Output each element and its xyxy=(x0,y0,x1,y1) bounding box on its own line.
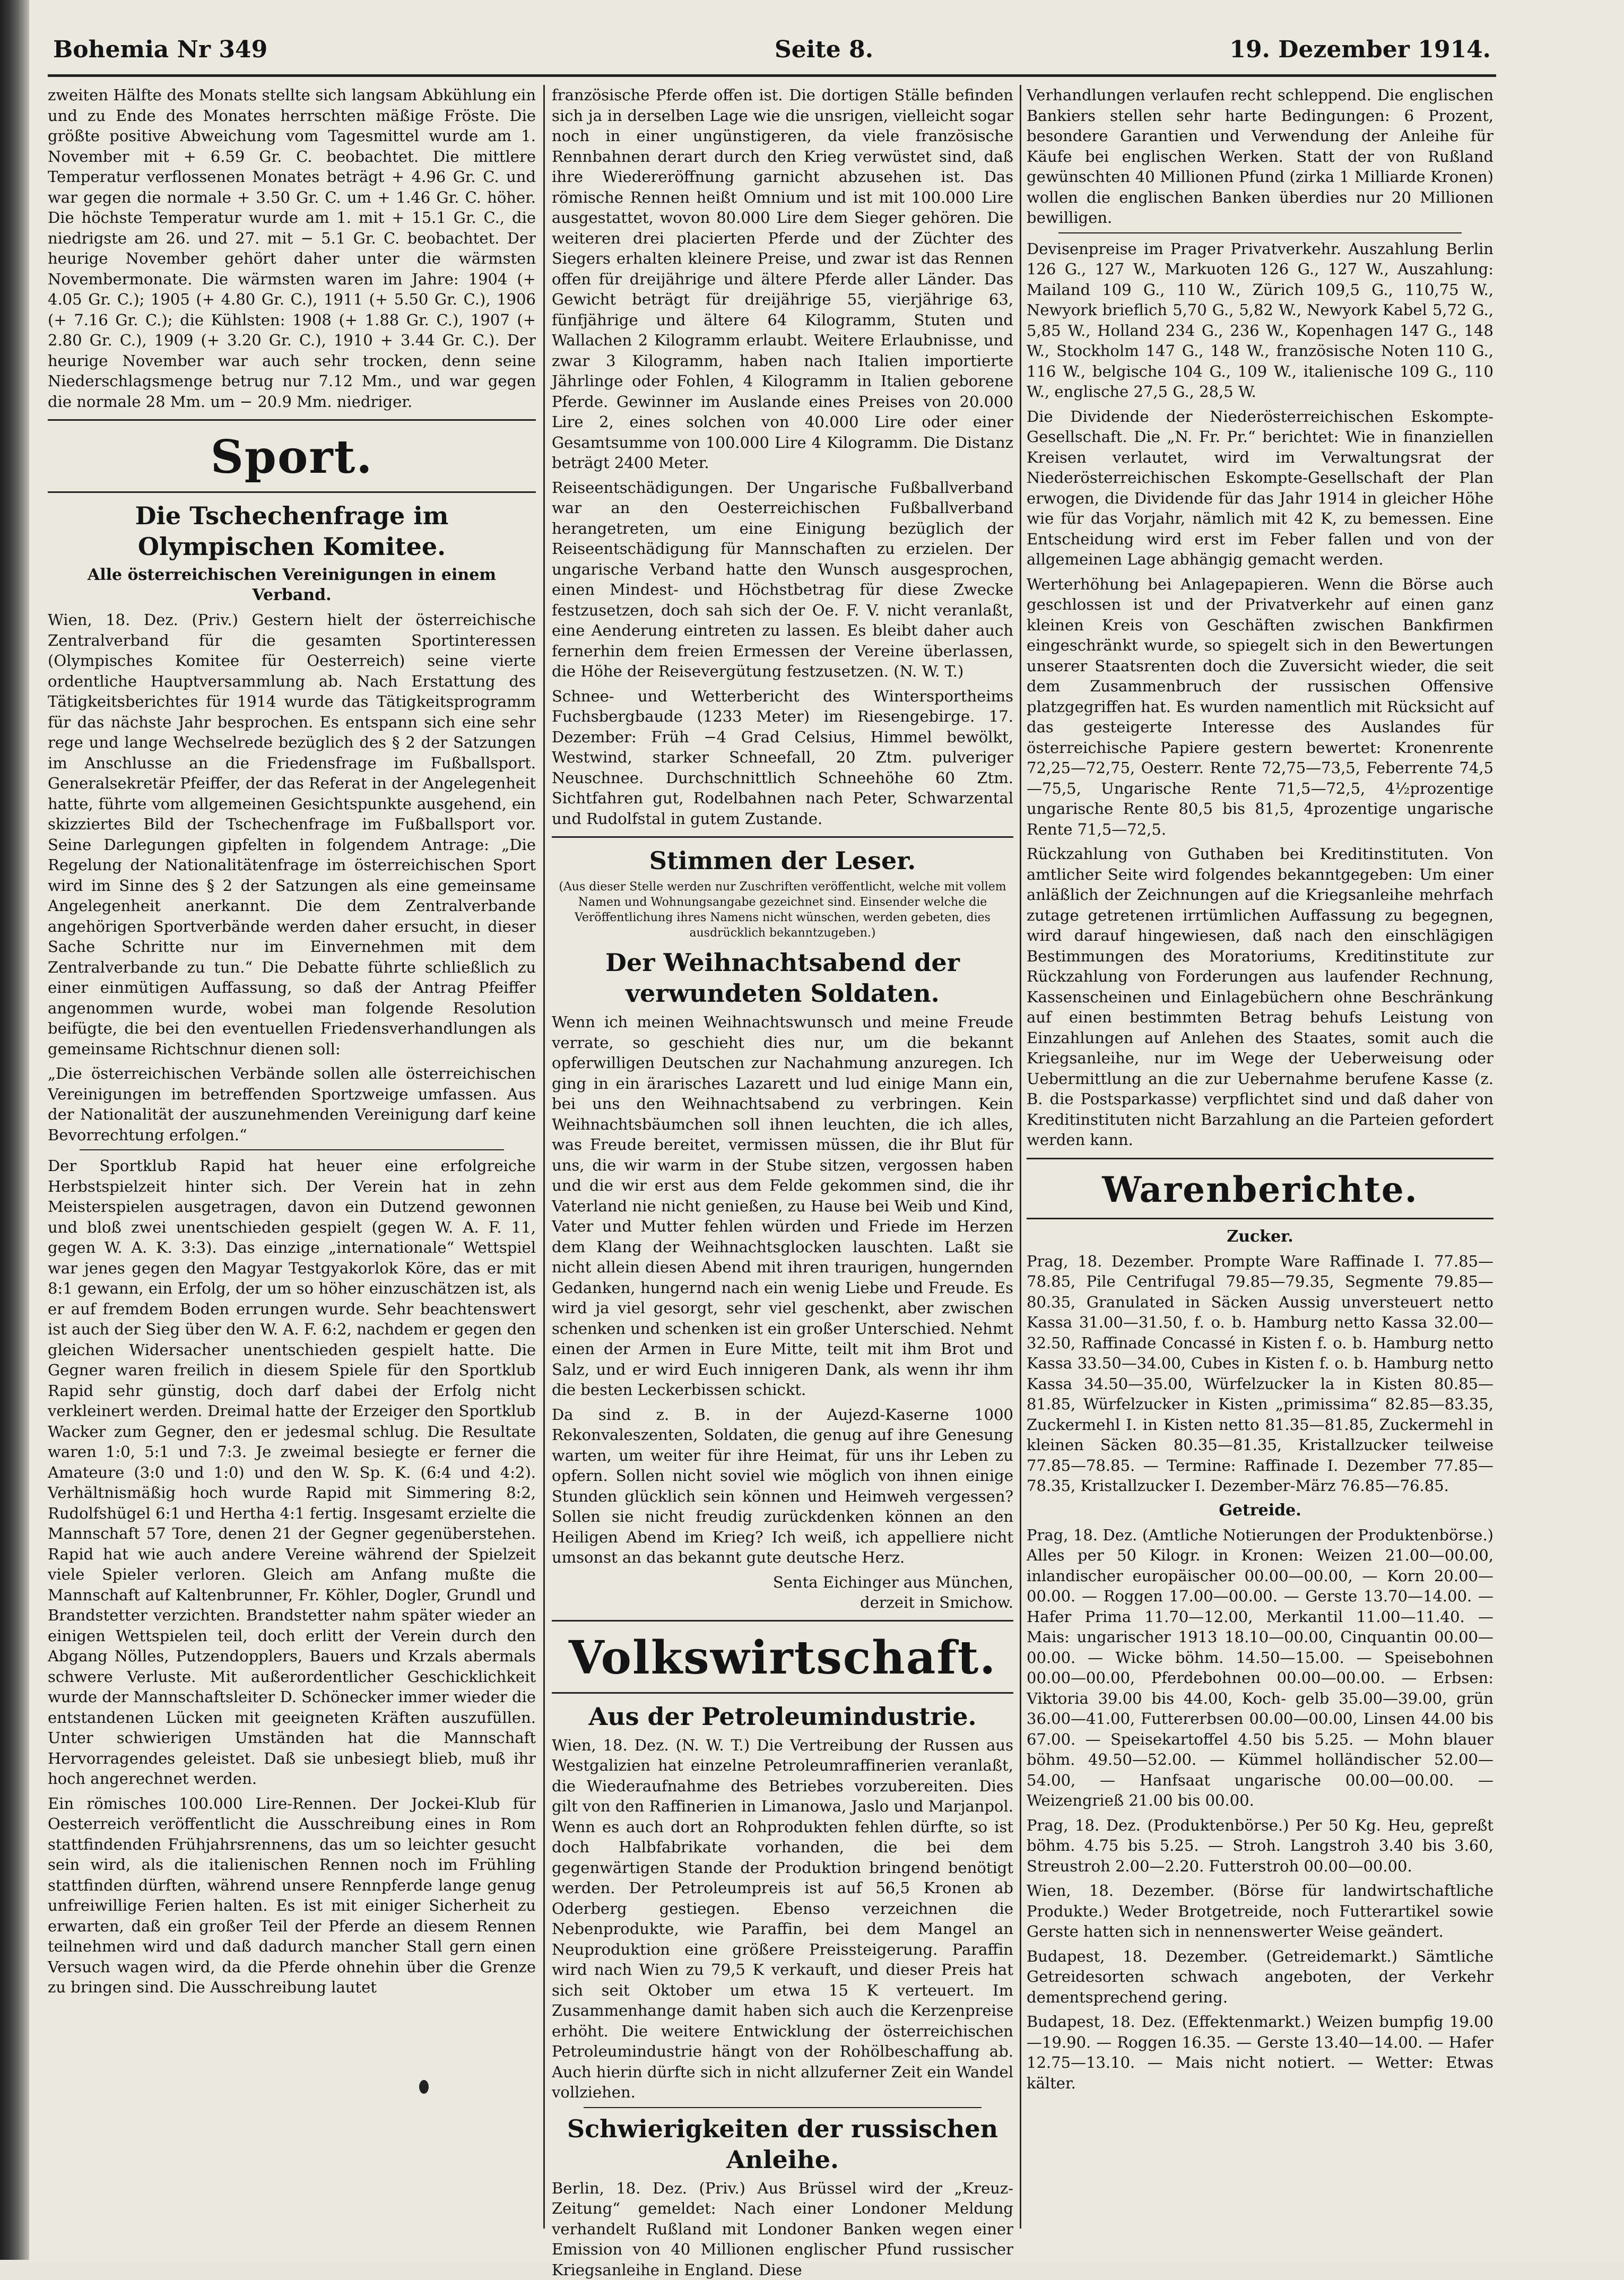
article-title-tschechenfrage: Die Tschechenfrage im Olympischen Komitee. xyxy=(48,500,536,562)
article-body-racing-cont: französische Pferde offen ist. Die dortigen Ställe befinden sich ja in derselben Lage wie die unsrigen, vielleicht sogar noch in einer ungünstigeren, da viele französische Rennbahnen derart durch den Krieg verwüstet sind, daß ihre Wiedereröffnung garnicht abzusehen ist. Das römische Rennen heißt Omnium und ist mit 100.000 Lire ausgestattet, wovon 80.000 Lire dem Sieger gehören. Die weiteren drei placierten Pferde und der Züchter des Siegers erhalten kleinere Preise, und zwar ist das Rennen offen für dreijährige und ältere Pferde aller Länder. Das Gewicht beträgt für dreijährige 55, vierjährige 63, fünfjährige und ältere 64 Kilogramm, Stuten und Wallachen 2 Kilogramm erlaubt. Weitere Erlaubnisse, und zwar 3 Kilogramm, haben nach Italien importierte Jährlinge oder Fohlen, 4 Kilogramm in Italien geborene Pferde. Gewinner im Auslande eines Preises von 20.000 Lire 2, eines solchen von 40.000 Lire oder einer Gesamtsumme von 100.000 Lire 4 Kilogramm. Die Distanz beträgt 2400 Meter. xyxy=(552,85,1013,473)
article-resolution-quote: „Die österreichischen Verbände sollen alle österreichischen Vereinigungen im betreffenden Sportzweige umfassen. Aus der Nationalität der auszunehmenden Vereinigung darf keine Bevorrechtung erfolgen.“ xyxy=(48,1063,536,1145)
market-report-wien: Wien, 18. Dezember. (Börse für landwirtschaftliche Produkte.) Weder Brotgetreide, noch Futterartikel sowie Gerste hatten sich in nennenswerter Weise geändert. xyxy=(1027,1880,1493,1942)
article-body-werterhoehung: Werterhöhung bei Anlagepapieren. Wenn die Börse auch geschlossen ist und der Privatverkehr auf einen ganz kleinen Kreis von Geschäften zwischen Bankfirmen eingeschränkt wurde, so spiegelt sich in den Bewertungen unserer Staatsrenten doch die Zuversicht wieder, die seit dem Zusammenbruch der russischen Offensive platzgegriffen hat. Es wurden namentlich mit Rücksicht auf das gesteigerte Interesse des Auslandes für österreichische Papiere gestern bewertet: Kronenrente 72,25—72,75, Oesterr. Rente 72,75—73,5, Feberrente 74,5—75,5, Ungarische Rente 71,5—72,5, 4½prozentige ungarische Rente 80,5 bis 81,5, 4prozentige ungarische Rente 71,5—72,5. xyxy=(1027,574,1493,840)
article-body-weihnachtsabend-2: Da sind z. B. in der Aujezd-Kaserne 1000 Rekonvaleszenten, Soldaten, die genug auf ihre Genesung warten, um weiter für ihre Heimat, für uns ihr Leben zu opfern. Sollen nicht soviel wie möglich von ihnen einige Stunden glücklich sein können und Heimweh vergessen? Sollen sie nicht freudig zurückdenken können an den Heiligen Abend im Krieg? Ich weiß, ich appelliere nicht umsonst an das bekannt gute deutsche Herz. xyxy=(552,1405,1013,1568)
article-title-petroleum: Aus der Petroleumindustrie. xyxy=(552,1701,1013,1732)
divider xyxy=(584,2107,982,2108)
divider xyxy=(552,1692,1013,1694)
ink-blot xyxy=(419,2080,429,2094)
page-header xyxy=(48,16,1496,77)
market-report-produktenboerse: Prag, 18. Dez. (Produktenbörse.) Per 50 Kg. Heu, gepreßt böhm. 4.75 bis 5.25. — Stroh. Langstroh 3.40 bis 3.60, Streustroh 2.00—2.20. Futterstroh 00.00—00.00. xyxy=(1027,1815,1493,1877)
header-date: 19. Dezember 1914. xyxy=(1229,36,1491,63)
article-body-russische-anleihe-cont: Verhandlungen verlaufen recht schleppend. Die englischen Bankiers stellen sehr harte Bedingungen: 6 Prozent, besondere Garantien und Verwendung der Anleihe für Käufe bei englischen Werken. Statt der von Rußland gewünschten 40 Millionen Pfund (zirka 1 Milliarde Kronen) wollen die englischen Banken überdies nur 20 Millionen bewilligen. xyxy=(1027,85,1493,228)
column-rule-1 xyxy=(543,85,545,2229)
letter-signature-location: derzeit in Smichow. xyxy=(552,1592,1013,1613)
column-rule-2 xyxy=(1020,85,1021,2229)
section-title-leser: Stimmen der Leser. xyxy=(552,845,1013,876)
article-body-tschechenfrage: Wien, 18. Dez. (Priv.) Gestern hielt der österreichische Zentralverband für die gesamten Sportinteressen (Olympisches Komitee für Oesterreich) seine vierte ordentliche Hauptversammlung ab. Nach Erstattung des Tätigkeitsberichtes für 1914 wurde das Tätigkeitsprogramm für das nächste Jahr besprochen. Es entspann sich eine sehr rege und lange Wechselrede bezüglich des § 2 der Satzungen im Anschlusse an die Friedensfrage im Fußballsport. Generalsekretär Pfeiffer, der das Referat in der Angelegenheit hatte, führte vom allgemeinen Gesichtspunkte ausgehend, ein skizziertes Bild der Tschechenfrage im Fußballsport vor. Seine Darlegungen gipfelten in folgendem Antrage: „Die Regelung der Nationalitätenfrage im österreichischen Sport wird im Sinne des § 2 der Satzungen als eine gemeinsame Angelegenheit anerkannt. Die dem Zentralverbande angehörigen Sportverbände werden daher ersucht, in dieser Sache Schritte nur im Einvernehmen mit dem Zentralverbande zu tun.“ Die Debatte führte schließlich zu einer einmütigen Auffassung, so daß der Antrag Pfeiffer angenommen wurde, wobei man folgende Resolution beifügte, die bei den eventuellen Friedensverhandlungen als gemeinsame Richtschnur dienen soll: xyxy=(48,610,536,1059)
article-body-lire-rennen: Ein römisches 100.000 Lire-Rennen. Der Jockei-Klub für Oesterreich veröffentlicht die Ausschreibung eines in Rom stattfindenden Frühjahrsrennens, das um so leichter gesucht sein wird, als die italienischen Rennen noch im Frühling stattfinden dürften, während unsere Rennpferde lange genug unfreiwillige Ferien halten. Es ist mit einiger Sicherheit zu erwarten, daß ein großer Teil der Pferde an diesem Rennen teilnehmen wird und daß dadurch mancher Stall gern einen Versuch wagen wird, da die Pferde ohnehin über die Grenze zu bringen sind. Die Ausschreibung lautet xyxy=(48,1793,536,1998)
article-body-schneebericht: Schnee- und Wetterbericht des Wintersportheims Fuchsbergbaude (1233 Meter) im Riesengebirge. 17. Dezember: Früh −4 Grad Celsius, Himmel bewölkt, Westwind, starker Schneefall, 20 Ztm. pulveriger Neuschnee. Durchschnittlich Schneehöhe 60 Ztm. Sichtfahren gut, Rodelbahnen nach Peter, Schwarzental und Rudolfstal in gutem Zustande. xyxy=(552,686,1013,829)
market-report-getreide: Prag, 18. Dez. (Amtliche Notierungen der Produktenbörse.) Alles per 50 Kilogr. in Kronen: Weizen 21.00—00.00, inlandischer europäischer 00.00—00.00, — Korn 20.00—00.00. — Roggen 17.00—00.00. — Gerste 13.70—14.00. — Hafer Prima 11.70—12.00, Merkantil 11.00—11.40. — Mais: ungarischer 1913 18.10—00.00, Cinquantin 00.00—00.00. — Wicke böhm. 14.50—15.00. — Speisebohnen 00.00—00.00, Pferdebohnen 00.00—00.00. — Erbsen: Viktoria 39.00 bis 44.00, Koch- gelb 35.00—39.00, grün 36.00—41.00, Futtererbsen 00.00—00.00, Linsen 44.00 bis 67.00. — Speisekartoffel 4.50 bis 5.25. — Mohn blauer böhm. 49.50—52.00. — Kümmel holländischer 52.00—54.00, — Hanfsaat ungarische 00.00—00.00. — Weizengrieß 21.00 bis 00.00. xyxy=(1027,1525,1493,1811)
weather-report: zweiten Hälfte des Monats stellte sich langsam Abkühlung ein und zu Ende des Monates herrschten mäßige Fröste. Die größte positive Abweichung vom Tagesmittel wurde am 1. November mit + 6.59 Gr. C. beobachtet. Die mittlere Temperatur verflossenen Monates beträgt + 4.96 Gr. C. und war gegen die normale + 3.50 Gr. C. um + 1.46 Gr. C. höher. Die höchste Temperatur wurde am 1. mit + 15.1 Gr. C., die niedrigste am 26. und 27. mit − 5.1 Gr. C. beobachtet. Der heurige November gehört daher unter die wärmsten Novembermonate. Die wärmsten waren im Jahre: 1904 (+ 4.05 Gr. C.); 1905 (+ 4.80 Gr. C.), 1911 (+ 5.50 Gr. C.), 1906 (+ 7.16 Gr. C.); die Kühlsten: 1908 (+ 1.88 Gr. C.), 1907 (+ 2.80 Gr. C.), 1909 (+ 3.20 Gr. C.), 1910 + 3.44 Gr. C.). Der heurige November war auch sehr trocken, denn seine Niederschlagsmenge betrug nur 7.12 Mm., und war gegen die normale 28 Mm. um − 20.9 Mm. niedriger. xyxy=(48,85,536,412)
article-title-weihnachtsabend: Der Weihnachtsabend der verwundeten Soldaten. xyxy=(552,947,1013,1009)
article-body-petroleum: Wien, 18. Dez. (N. W. T.) Die Vertreibung der Russen aus Westgalizien hat einzelne Petroleumraffinerien veranlaßt, die Wiederaufnahme des Betriebes vorzubereiten. Dies gilt von den Raffinerien in Limanowa, Jaslo und Marjanpol. Wenn es auch dort an Rohprodukten fehlen dürfte, so ist doch Halbfabrikate vorhanden, die bei dem gegenwärtigen Stande der Produktion bringend benötigt werden. Der Petroleumpreis ist auf 56,5 Kronen ab Oderberg gestiegen. Ebenso verzeichnen die Nebenprodukte, wie Paraffin, bei dem Mangel an Neuproduktion eine größere Preissteigerung. Paraffin wird nach Wien zu 79,5 K verkauft, und dieser Preis hat sich seit Oktober um etwa 15 K verteuert. Im Zusammenhange damit haben sich auch die Kerzenpreise erhöht. Die weitere Entwicklung der österreichischen Petroleumindustrie hängt von der Rohölbeschaffung ab. Auch hierin dürfte sich in nicht allzuferner Zeit ein Wandel vollziehen. xyxy=(552,1735,1013,2103)
subsection-title-zucker: Zucker. xyxy=(1027,1227,1493,1247)
divider xyxy=(1027,1218,1493,1219)
article-body-rapid: Der Sportklub Rapid hat heuer eine erfolgreiche Herbstspielzeit hinter sich. Der Verein hat in zehn Meisterspielen ausgetragen, davon ein Dutzend gewonnen und bloß zwei unentschieden gespielt (gegen W. A. F. 11, gegen W. A. K. 3:3). Das einzige „internationale“ Wettspiel war jenes gegen den Magyar Testgyakorlok Köre, das er mit 8:1 gewann, ein Erfolg, der um so höher einzuschätzen ist, als er auf fremdem Boden errungen wurde. Sehr beachtenswert ist auch der Sieg über den W. A. F. 6:2, nachdem er gegen den gleichen Widersacher unentschieden gespielt hatte. Die Gegner waren freilich in diesem Spiele für den Sportklub Rapid sehr günstig, doch darf dabei der Erfolg nicht verkleinert werden. Dreimal hatte der Erzeiger den Sportklub Wacker zum Gegner, den er jedesmal schlug. Die Resultate waren 1:0, 5:1 und 7:3. Je zweimal besiegte er ferner die Amateure (3:0 und 1:0) und den W. Sp. K. (6:4 und 4:2). Verhältnismäßig hoch wurde Rapid mit Simmering 8:2, Rudolfshügel 6:1 und Hertha 4:1 fertig. Insgesamt erzielte die Mannschaft 57 Tore, denen 21 der Gegner gegenüberstehen. Rapid hat wie auch andere Vereine während der Spielzeit viele Spieler verloren. Gleich am Anfang mußte die Mannschaft auf Kaltenbrunner, Fr. Köhler, Dogler, Grundl und Brandstetter verzichten. Brandstetter nahm später wieder an einigen Wettspielen teil, doch erlitt der Verein durch den Abgang Nölles, Putzendopplers, Bauers und Krzals abermals schwere Verluste. Mit außerordentlicher Geschicklichkeit wurde der Mannschaftsleiter D. Schönecker immer wieder die entstandenen Lücken mit geeigneten Kräften auszufüllen. Unter schwierigen Umständen hat die Mannschaft Hervorragendes geleistet. Daß sie unbesiegt blieb, muß ihr hoch angerechnet werden. xyxy=(48,1156,536,1789)
article-body-weihnachtsabend-1: Wenn ich meinen Weihnachtswunsch und meine Freude verrate, so geschieht dies nur, um die bekannt opferwilligen Deutschen zur Nachahmung anzuregen. Ich ging in ein ärarisches Lazarett und lud einige Mann ein, bei uns den Weihnachtsabend zu verbringen. Kein Weihnachtsbäumchen soll ihnen leuchten, die ich alles, was Freude bereitet, vermissen müssen, die ihr Blut für uns, die wir warm in der Stube sitzen, vergossen haben und die wir erst aus dem Felde gekommen sind, die ihr Vaterland nie nicht genießen, zu Hause bei Weib und Kind, Vater und Mutter fehlen würden und Friede im Herzen dem Klang der Weihnachtsglocken lauschten. Laßt sie nicht allein diesen Abend mit ihren traurigen, hungernden Gedanken, hungernd nach ein wenig Liebe und Freude. Es wird ja viel gesorgt, sehr viel geschenkt, aber zwischen schenken und schenken ist ein großer Unterschied. Nehmt einen der Armen in Eure Mitte, teilt mit ihm Brot und Salz, und er wird Euch innigeren Dank, als wenn ihr ihm die besten Leckerbissen schickt. xyxy=(552,1012,1013,1400)
header-issue: Bohemia Nr 349 xyxy=(53,36,267,63)
divider xyxy=(80,1149,504,1150)
divider xyxy=(552,1620,1013,1622)
column-3 xyxy=(1027,85,1493,2229)
divider xyxy=(48,491,536,493)
article-subtitle-tschechenfrage: Alle österreichischen Vereinigungen in einem Verband. xyxy=(48,565,536,605)
scan-edge xyxy=(0,0,29,2260)
article-body-rueckzahlung: Rückzahlung von Guthaben bei Kreditinstituten. Von amtlicher Seite wird folgendes bekanntgegeben: Um einer anläßlich der Zeichnungen auf die Kriegsanleihe mehrfach zutage getretenen irrtümlichen Auffassung zu begegnen, wird darauf hingewiesen, daß nach den einschlägigen Bestimmungen des Moratoriums, Kreditinstitute zur Rückzahlung von Forderungen aus laufender Rechnung, Kassenscheinen und Einlagebüchern ohne Beschränkung auf einen bestimmten Betrag behufs Leistung von Einzahlungen auf Anlehen des Staates, somit auch die Kriegsanleihe, nur im Wege der Ueberweisung oder Uebermittlung an die zur Uebernahme berufene Kasse (z. B. die Postsparkasse) verpflichtet sind und daß daher von Kreditinstituten nicht Barzahlung an die Parteien gefordert werden kann. xyxy=(1027,844,1493,1150)
letters-disclaimer: (Aus dieser Stelle werden nur Zuschriften veröffentlicht, welche mit vollem Namen und Wohnungsangabe gezeichnet sind. Einsender welche die Veröffentlichung ihres Namens nicht wünschen, werden gebeten, dies ausdrücklich bekanntzugeben.) xyxy=(552,879,1013,941)
divider xyxy=(1027,1158,1493,1159)
divider xyxy=(48,419,536,421)
market-report-budapest: Budapest, 18. Dezember. (Getreidemarkt.) Sämtliche Getreidesorten schwach angeboten, der Verkehr dementsprechend gering. xyxy=(1027,1946,1493,2008)
article-body-reiseentschaedigungen: Reiseentschädigungen. Der Ungarische Fußballverband war an den Oesterreichischen Fußballverband herangetreten, um eine Einigung bezüglich der Reiseentschädigung für Mannschaften zu erzielen. Der ungarische Verband hatte den Wunsch ausgesprochen, einen Mindest- und Höchstbetrag für diese Zwecke festzusetzen, doch sah sich der Oe. F. V. nicht veranlaßt, eine Aenderung eintreten zu lassen. Es bleibt daher auch fernerhin dem freien Ermessen der Vereine überlassen, die Höhe der Reisevergütung festzusetzen. (N. W. T.) xyxy=(552,478,1013,682)
column-2 xyxy=(552,85,1013,2229)
article-body-dividende: Die Dividende der Niederösterreichischen Eskompte-Gesellschaft. Die „N. Fr. Pr.“ berichtet: Wie in finanziellen Kreisen verlautet, wird im Verwaltungsrat der Niederösterreichischen Eskompte-Gesellschaft der Plan erwogen, die Dividende für das Jahr 1914 in gleicher Höhe wie für das Vorjahr, nämlich mit 42 K, zu bemessen. Eine Entscheidung wird erst im Feber fallen und von der allgemeinen Lage abhängig gemacht werden. xyxy=(1027,406,1493,570)
subsection-title-getreide: Getreide. xyxy=(1027,1501,1493,1521)
article-body-russische-anleihe: Berlin, 18. Dez. (Priv.) Aus Brüssel wird der „Kreuz-Zeitung“ gemeldet: Nach einer Londoner Meldung verhandelt Rußland mit Londoner Banken wegen einer Emission von 40 Millionen englischer Pfund russischer Kriegsanleihe in England. Diese xyxy=(552,2178,1013,2280)
section-title-sport: Sport. xyxy=(48,430,536,484)
divider xyxy=(1058,232,1462,233)
letter-signature: Senta Eichinger aus München, xyxy=(552,1572,1013,1592)
section-title-volkswirtschaft: Volkswirtschaft. xyxy=(552,1631,1013,1685)
market-report-budapest-2: Budapest, 18. Dez. (Effektenmarkt.) Weizen bumpfig 19.00—19.90. — Roggen 16.35. — Gerste 13.40—14.00. — Hafer 12.75—13.10. — Mais nicht notiert. — Wetter: Etwas kälter. xyxy=(1027,2012,1493,2093)
column-1 xyxy=(48,85,536,2229)
divider xyxy=(552,836,1013,838)
section-title-warenberichte: Warenberichte. xyxy=(1027,1169,1493,1210)
article-body-devisenpreise: Devisenpreise im Prager Privatverkehr. Auszahlung Berlin 126 G., 127 W., Markuoten 126 G., 127 W., Auszahlung: Mailand 109 G., 110 W., Zürich 109,5 G., 110,75 W., Newyork brieflich 5,70 G., 5,82 W., Newyork Kabel 5,72 G., 5,85 W., Holland 234 G., 236 W., Kopenhagen 147 G., 148 W., Stockholm 147 G., 148 W., französische Noten 110 G., 116 W., belgische 104 G., 109 W., italienische 109 G., 110 W., englische 27,5 G., 28,5 W. xyxy=(1027,239,1493,402)
header-page-number: Seite 8. xyxy=(775,36,873,63)
market-report-zucker: Prag, 18. Dezember. Prompte Ware Raffinade I. 77.85—78.85, Pile Centrifugal 79.85—79.35, Segmente 79.85—80.35, Granulated in Säcken Aussig unversteuert netto Kassa 31.00—31.50, f. o. b. Hamburg netto Kassa 32.00—32.50, Raffinade Concassé in Kisten f. o. b. Hamburg netto Kassa 33.50—34.00, Cubes in Kisten f. o. b. Hamburg netto Kassa 34.50—35.00, Würfelzucker la in Kisten 80.85—81.85, Würfelzucker in Kisten „primissima“ 82.85—83.35, Zuckermehl I. in Kisten netto 81.35—81.85, Zuckermehl in kleinen Säcken 80.35—81.35, Kristallzucker teilweise 77.85—78.85. — Termine: Raffinade I. Dezember 77.85—78.35, Kristallzucker I. Dezember-März 76.85—76.85. xyxy=(1027,1251,1493,1496)
article-title-russische-anleihe: Schwierigkeiten der russischen Anleihe. xyxy=(552,2113,1013,2175)
